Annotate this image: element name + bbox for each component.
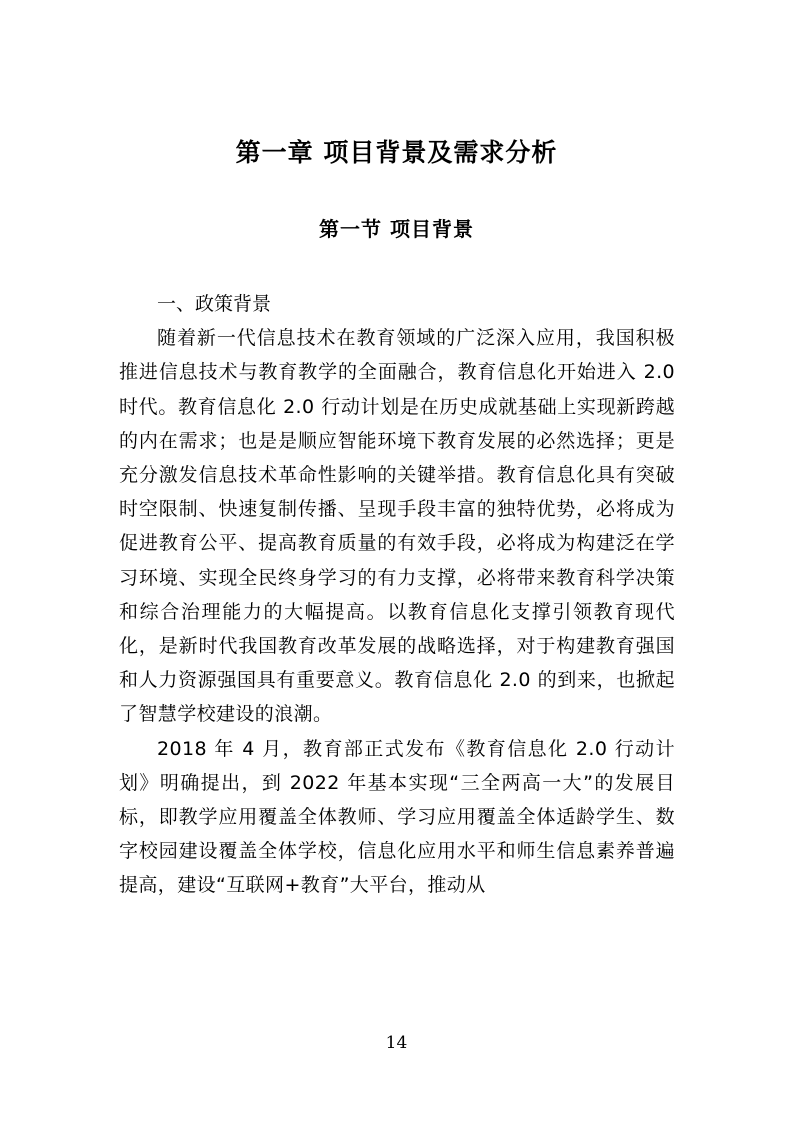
paragraph: 2018 年 4 月，教育部正式发布《教育信息化 2.0 行动计划》明确提出，到 2022 年基本实现“三全两高一大”的发展目标，即教学应用覆盖全体教师、学习应用覆盖全体适龄学生、数字校园建设覆盖全体学校，信息化应用水平和师生信息素养普遍提高，建设“互联网+教育”大平台，推动从 — [119, 737, 675, 897]
section-title: 第一节 项目背景 — [319, 217, 474, 241]
chapter-title: 第一章 项目背景及需求分析 — [235, 138, 558, 167]
page-number: 14 — [385, 1033, 408, 1053]
subheading-policy-background: 一、政策背景 — [157, 293, 272, 315]
paragraph: 随着新一代信息技术在教育领域的广泛深入应用，我国积极推进信息技术与教育教学的全面融合，教育信息化开始进入 2.0 时代。教育信息化 2.0 行动计划是在历史成就基础上实现新跨越的内在需求；也是是顺应智能环境下教育发展的必然选择；更是充分激发信息技术革命性影响的关键举措。教育信息化具有突破时空限制、快速复制传播、呈现手段丰富的独特优势，必将成为促进教育公平、提高教育质量的有效手段，必将成为构建泛在学习环境、实现全民终身学习的有力支撑，必将带来教育科学决策和综合治理能力的大幅提高。以教育信息化支撑引领教育现代化，是新时代我国教育改革发展的战略选择，对于构建教育强国和人力资源强国具有重要意义。教育信息化 2.0 的到来，也掀起了智慧学校建设的浪潮。 — [119, 327, 675, 726]
body-text — [119, 287, 675, 903]
